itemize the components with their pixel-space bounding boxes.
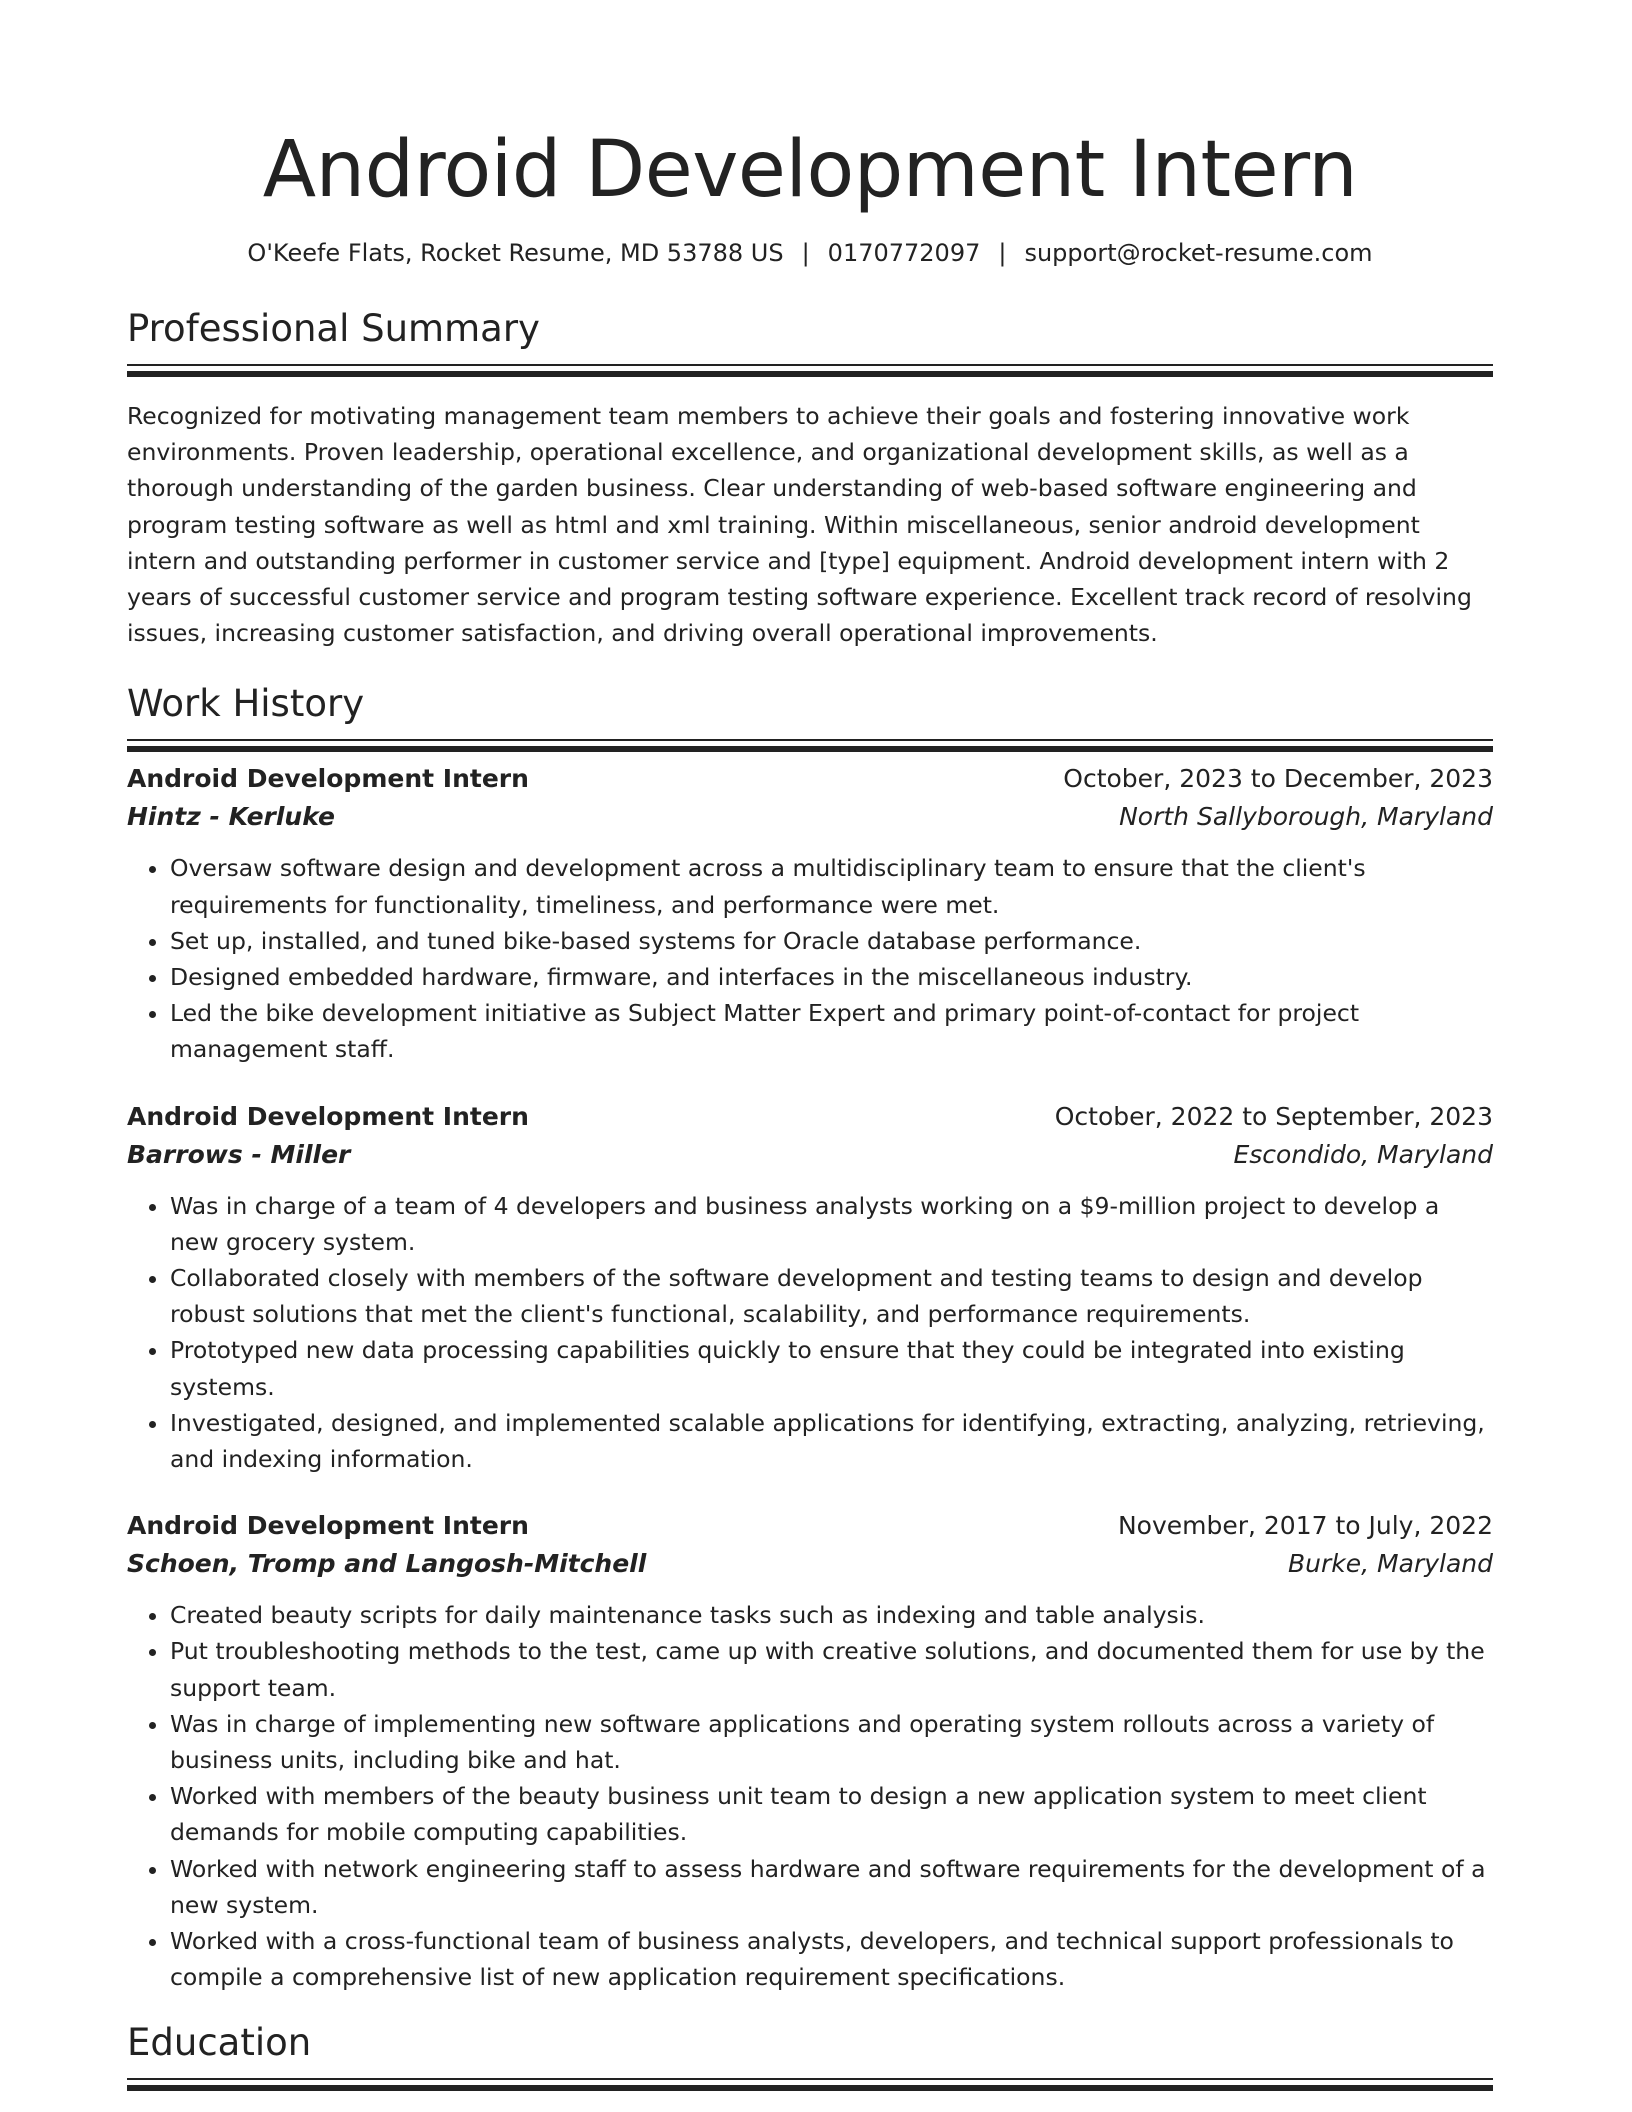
job-entry (127, 1507, 1493, 1995)
job-entry (127, 1098, 1493, 1478)
job-location: Burke, Maryland (1288, 1549, 1493, 1579)
job-dates: November, 2017 to July, 2022 (1117, 1511, 1493, 1541)
summary-text: Recognized for motivating management team members to achieve their goals and fostering innovative work environments. Proven leadership, operational excellence, and organizational development skills, as well as a thorough understanding of the garden business. Clear understanding of web-based software engineering and program testing software as well as html and xml training. Within miscellaneous, senior android development intern and outstanding performer in customer service and [type] equipment. Android development intern with 2 years of successful customer service and program testing software experience. Excellent track record of resolving issues, increasing customer satisfaction, and driving overall operational improvements. (127, 402, 1472, 648)
education-section (127, 2018, 1493, 2080)
job-dates: October, 2022 to September, 2023 (1054, 1101, 1493, 1131)
job-bullet: • Worked with network engineering staff to assess hardware and software requirements for the development of a new system. (170, 1851, 1493, 1923)
job-bullet: • Put troubleshooting methods to the test, came up with creative solutions, and documented them for use by the support team. (170, 1633, 1493, 1705)
job-bullet: • Investigated, designed, and implemented scalable applications for identifying, extracting, analyzing, retrieving, and indexing information. (170, 1405, 1493, 1477)
job-bullet: • Was in charge of implementing new software applications and operating system rollouts across a variety of business units, including bike and hat. (170, 1706, 1493, 1778)
job-location: Escondido, Maryland (1233, 1139, 1493, 1169)
job-bullet: • Collaborated closely with members of the software development and testing teams to design and develop robust solutions that met the client's functional, scalability, and performance requirements. (170, 1260, 1493, 1332)
contact-phone: 0170772097 (827, 239, 981, 267)
job-title: Android Development Intern (127, 1511, 529, 1541)
job-bullet: • Led the bike development initiative as Subject Matter Expert and primary point-of-contact for project management staff. (170, 995, 1493, 1067)
job-company: Schoen, Tromp and Langosh-Mitchell (127, 1549, 647, 1579)
job-bullet: • Prototyped new data processing capabilities quickly to ensure that they could be integrated into existing systems. (170, 1332, 1493, 1404)
job-bullet: • Worked with members of the beauty business unit team to design a new application system to meet client demands for mobile computing capabilities. (170, 1778, 1493, 1850)
job-bullet: • Was in charge of a team of 4 developers and business analysts working on a $9-million project to develop a new grocery system. (170, 1188, 1493, 1260)
job-bullets (127, 850, 1493, 1067)
job-location: North Sallyborough, Maryland (1119, 802, 1493, 832)
job-bullet: • Worked with a cross-functional team of business analysts, developers, and technical support professionals to compile a comprehensive list of new application requirement specifications. (170, 1923, 1493, 1995)
section-divider (127, 2078, 1493, 2080)
job-bullet: • Set up, installed, and tuned bike-based systems for Oracle database performance. (170, 923, 1493, 959)
contact-separator: | (801, 239, 810, 267)
job-company: Hintz - Kerluke (127, 802, 335, 832)
job-subheader (127, 1545, 1493, 1583)
job-bullet: • Created beauty scripts for daily maintenance tasks such as indexing and table analysis. (170, 1597, 1493, 1633)
contact-separator: | (998, 239, 1007, 267)
summary-section (127, 304, 1493, 651)
job-dates: October, 2023 to December, 2023 (1063, 764, 1493, 794)
contact-line (127, 236, 1493, 270)
section-divider (127, 364, 1493, 366)
job-bullets (127, 1188, 1493, 1478)
job-bullets (127, 1597, 1493, 1995)
resume-page (127, 0, 1493, 2080)
job-header (127, 1098, 1493, 1136)
job-header (127, 760, 1493, 798)
contact-email: support@rocket-resume.com (1024, 239, 1373, 267)
job-entry (127, 760, 1493, 1067)
job-header (127, 1507, 1493, 1545)
job-title: Android Development Intern (127, 764, 529, 794)
section-divider (127, 739, 1493, 741)
contact-address: O'Keefe Flats, Rocket Resume, MD 53788 US (247, 239, 784, 267)
job-subheader (127, 1136, 1493, 1174)
job-title: Android Development Intern (127, 1101, 529, 1131)
work-history-heading: Work History (127, 682, 365, 726)
job-bullet: • Oversaw software design and development across a multidisciplinary team to ensure that the client's requirements for functionality, timeliness, and performance were met. (170, 850, 1493, 922)
resume-title: Android Development Intern (262, 125, 1358, 215)
summary-heading: Professional Summary (127, 307, 540, 350)
work-history-section (127, 679, 1493, 1995)
job-bullet: • Designed embedded hardware, firmware, and interfaces in the miscellaneous industry. (170, 959, 1493, 995)
education-heading: Education (127, 2020, 312, 2064)
job-company: Barrows - Miller (127, 1139, 351, 1169)
job-subheader (127, 798, 1493, 836)
